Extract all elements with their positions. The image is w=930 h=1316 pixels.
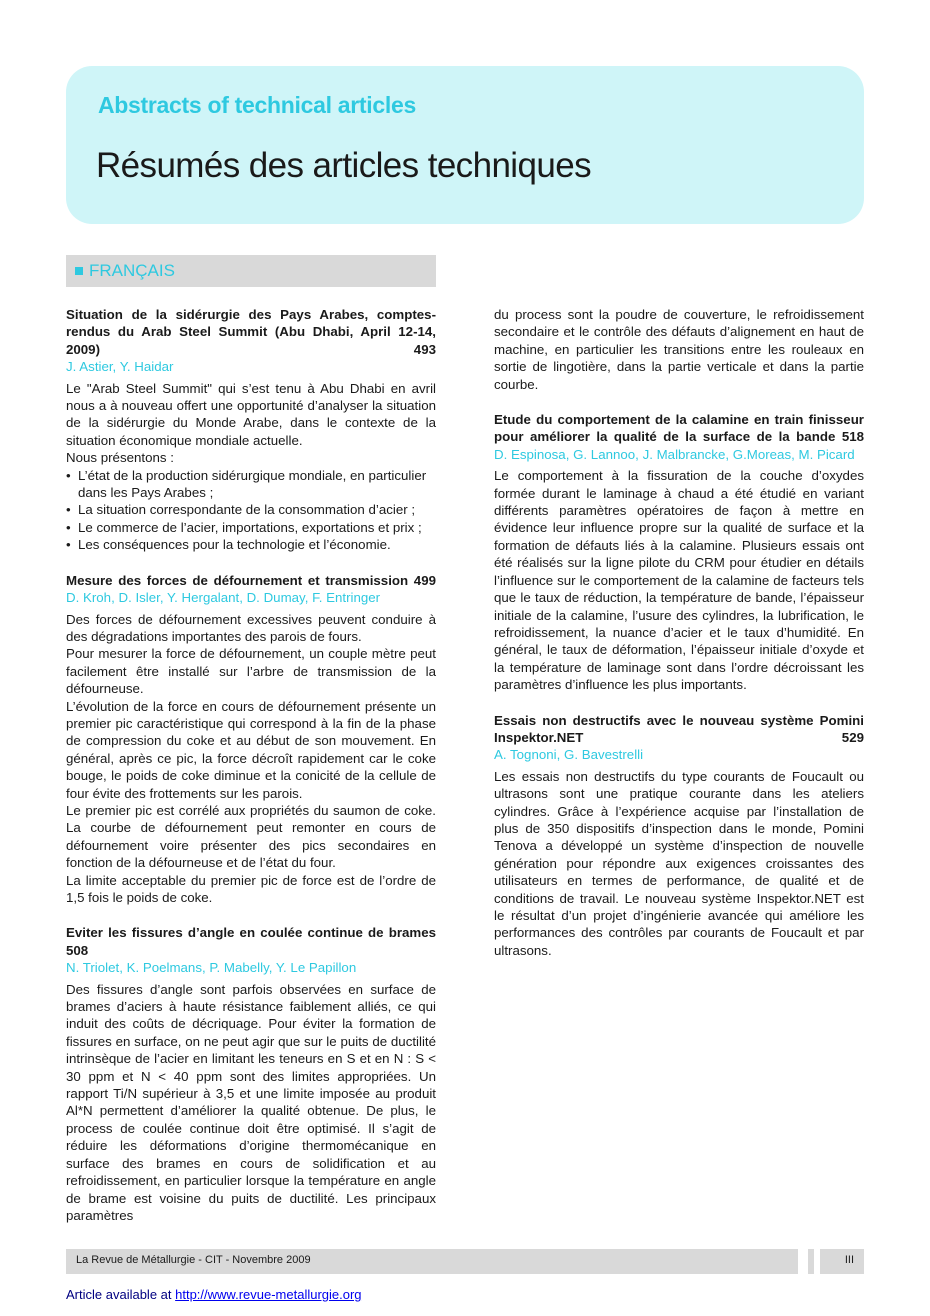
availability-prefix: Article available at (66, 1287, 176, 1302)
bullet-item: • Les conséquences pour la technologie et l’économie. (66, 536, 436, 553)
abstract-paragraph: Le comportement à la fissuration de la couche d’oxydes formée durant le laminage à chaud a été étudié en variant différents paramètres opératoires de façon à mettre en évidence leur influence propre sur la qualité de surface et la formation de défauts liés à la calamine. Plusieurs essais ont été réalisés sur la ligne pilote du CRM pour étudier en détails l’influence sur le comportement de la calamine de facteurs tels que le taux de réduction, la température de bande, l’épaisseur initiale de la calamine, l’usure des cylindres, la lubrification, le refroidissement, la nuance d’acier et le taux d’humidité. En général, le taux de déformation, l’épaisseur initiale d’oxyde et la température de laminage sont dans l’ordre décroissant les paramètres d’influence les plus importants. (494, 468, 864, 693)
article-abstract (494, 306, 864, 393)
article-title: Etude du comportement de la calamine en train finisseur pour améliorer la qualité de la surface de la bande 518 (494, 412, 864, 445)
left-column (66, 306, 436, 1242)
article-abstract (66, 611, 436, 907)
article-authors: N. Triolet, K. Poelmans, P. Mabelly, Y. Le Papillon (66, 960, 357, 976)
abstract-paragraph: La limite acceptable du premier pic de force est de l’ordre de 1,5 fois le poids de coke. (66, 872, 436, 905)
article-title: Mesure des forces de défournement et transmission 499 (66, 572, 436, 588)
footer-bar (66, 1249, 798, 1274)
header-title-french: Résumés des articles techniques (96, 146, 591, 185)
article-abstract (494, 467, 864, 693)
article-abstract (66, 981, 436, 1225)
article-pomini-inspektor (494, 712, 864, 960)
page-number-box (820, 1249, 864, 1274)
abstract-paragraph: Des forces de défournement excessives peuvent conduire à des dégradations importantes des parois de fours. (66, 611, 436, 644)
square-bullet-icon (75, 267, 83, 275)
abstract-paragraph: L’évolution de la force en cours de défournement présente un premier pic caractéristique qui correspond à la fin de la phase de compression du coke et au début de son mouvement. En général, après ce pic, la force décroît rapidement car le coke bouge, le poids de coke diminue et la conicité de la cellule de four évite des frottements sur les parois. (66, 698, 436, 801)
article-title: Eviter les fissures d’angle en coulée continue de brames 508 (66, 925, 436, 958)
availability-note (66, 1287, 362, 1302)
abstract-paragraph: Le premier pic est corrélé aux propriétés du saumon de coke. La courbe de défournement peut remonter en cours de défournement voire présenter des pics secondaires en fonction de la défourneuse et de l’état du four. (66, 802, 436, 871)
abstract-paragraph: Pour mesurer la force de défournement, un couple mètre peut facilement être installé sur l’arbre de transmission de la défourneuse. (66, 646, 436, 697)
abstract-paragraph: Des fissures d’angle sont parfois observées en surface de brames d’aciers à haute résistance faiblement alliés, ce qui induit des coûts de décriquage. Pour éviter la formation de fissures en surface, on ne peut agir que sur le puits de ductilité intrinsèque de l’acier en limitant les teneurs en S et en N : S < 30 ppm et N < 40 ppm sont des limites appropriées. Un rapport Ti/N supérieur à 3,5 et une limite imposée au produit Al*N permettent d’améliorer la qualité obtenue. De plus, le process de coulée continue doit être optimisé. Il s’agit de réduire les déformations d’origine thermomécanique en surface des brames en cours de solidification et au refroidissement, en particulier lorsque la température en angle de brame est voisine du puits de ductilité. Les principaux paramètres (66, 981, 436, 1223)
bullet-item: • Le commerce de l’acier, importations, exportations et prix ; (66, 519, 436, 536)
abstract-paragraph: du process sont la poudre de couverture, le refroidissement secondaire et le contrôle des défauts d’alignement en haut de machine, en particulier les transitions entre les rouleaux en sortie de lingotière, dans la partie verticale et dans la partie courbe. (494, 307, 864, 392)
article-authors: D. Espinosa, G. Lannoo, J. Malbrancke, G.Moreas, M. Picard (494, 446, 855, 462)
bullet-item: • L’état de la production sidérurgique mondiale, en particulier dans les Pays Arabes ; (66, 467, 436, 502)
article-authors: D. Kroh, D. Isler, Y. Hergalant, D. Dumay, F. Entringer (66, 590, 381, 606)
article-abstract (494, 768, 864, 959)
language-label: FRANÇAIS (89, 261, 175, 280)
header-banner (66, 66, 864, 224)
right-column (494, 306, 864, 977)
footer-divider (808, 1249, 814, 1274)
article-authors: J. Astier, Y. Haidar (66, 359, 174, 375)
article-arab-steel (66, 306, 436, 554)
article-title: Situation de la sidérurgie des Pays Arabes, comptes-rendus du Arab Steel Summit (Abu Dhabi, April 12-14, 2009) 493 (66, 307, 436, 357)
abstract-paragraph: Nous présentons : (66, 450, 174, 466)
journal-link[interactable]: http://www.revue-metallurgie.org (175, 1287, 362, 1302)
journal-citation: La Revue de Métallurgie - CIT - Novembre 2009 (76, 1254, 311, 1266)
language-section-bar (66, 255, 436, 287)
page-number: III (844, 1254, 854, 1266)
header-title-english: Abstracts of technical articles (98, 92, 416, 118)
article-abstract (66, 380, 436, 554)
article-title: Essais non destructifs avec le nouveau système Pomini Inspektor.NET 529 (494, 712, 864, 745)
article-continuation (494, 306, 864, 393)
bullet-list (66, 467, 436, 554)
abstract-paragraph: Le "Arab Steel Summit" qui s’est tenu à Abu Dhabi en avril nous a à nouveau offert une opportunité d’analyser la situation de la sidérurgie du Monde Arabe, dans le contexte de la situation économique mondiale actuelle. (66, 380, 436, 448)
article-fissures-angle (66, 924, 436, 1224)
article-calamine (494, 411, 864, 694)
article-defournement (66, 572, 436, 907)
abstract-paragraph: Les essais non destructifs du type courants de Foucault ou ultrasons sont une pratique courante dans les ateliers cylindres. Grâce à l’expérience acquise par l’installation de plus de 350 dispositifs d’inspection dans le monde, Pomini Tenova a développé un système d’inspection de nouvelle génération pour répondre aux exigences croissantes des utilisateurs en termes de performance, de qualité et de conditions de travail. Le nouveau système Inspektor.NET est le résultat d’un projet d’ingénierie avancée qui améliore les performances des contrôles par courants de Foucault et par ultrasons. (494, 768, 864, 958)
bullet-item: • La situation correspondante de la consommation d’acier ; (66, 501, 436, 518)
article-authors: A. Tognoni, G. Bavestrelli (494, 747, 644, 763)
